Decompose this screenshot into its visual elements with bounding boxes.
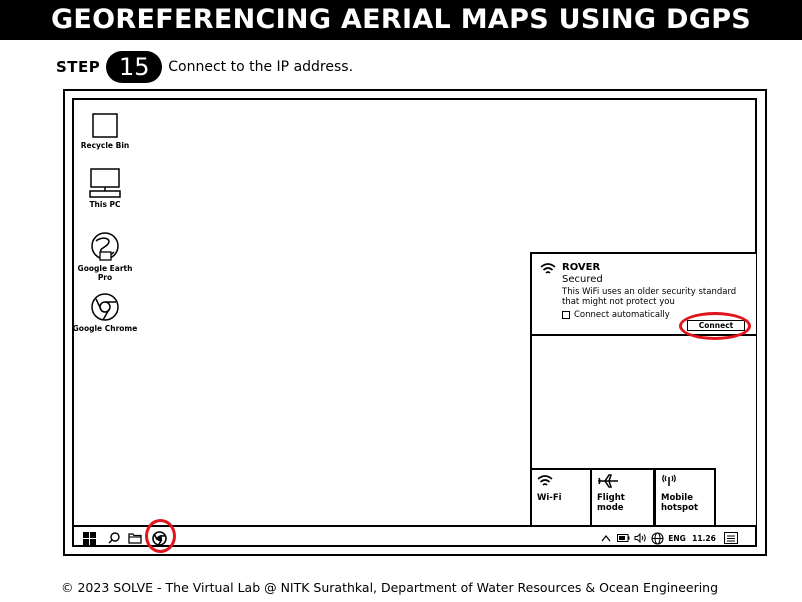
desktop-icon-label: Recycle Bin: [80, 141, 130, 150]
volume-icon: [634, 533, 647, 543]
tray-battery[interactable]: [616, 529, 630, 547]
globe-icon: [651, 532, 664, 545]
desktop-icon-this-pc[interactable]: [70, 168, 140, 209]
network-card-rover[interactable]: [532, 254, 756, 336]
windows-start-button[interactable]: [81, 529, 97, 547]
security-warning: This WiFi uses an older security standard that might not protect you: [562, 287, 737, 307]
chrome-icon: [90, 292, 120, 322]
page-header: GEOREFERENCING AERIAL MAPS USING DGPS: [0, 0, 802, 40]
airplane-icon: [597, 474, 619, 488]
quick-tile-mobile-hotspot[interactable]: [654, 468, 716, 526]
network-name: ROVER: [562, 262, 601, 273]
monitor-icon: [89, 168, 121, 198]
desktop-icon-label: Google Earth Pro: [77, 264, 133, 282]
wifi-icon: [537, 474, 553, 487]
desktop-icon-google-chrome[interactable]: [70, 292, 140, 333]
wifi-signal-icon: [540, 262, 556, 275]
tray-volume[interactable]: [633, 529, 647, 547]
connect-button[interactable]: Connect: [687, 320, 745, 331]
recycle-bin-icon: [91, 113, 119, 139]
hotspot-icon: [661, 474, 677, 487]
tray-notifications[interactable]: [723, 529, 739, 547]
windows-start-icon: [83, 532, 96, 545]
tray-clock[interactable]: 11.26: [692, 533, 716, 543]
step-instruction: Connect to the IP address.: [168, 59, 354, 75]
chevron-up-icon: [601, 535, 611, 542]
step-label: STEP: [56, 58, 101, 76]
connect-automatically-row[interactable]: [562, 310, 670, 320]
quick-tile-wifi[interactable]: [530, 468, 592, 526]
desktop-icon-recycle-bin[interactable]: [70, 113, 140, 150]
taskbar-search-button[interactable]: [107, 529, 121, 547]
search-icon: [108, 532, 120, 544]
quick-tile-flight-mode[interactable]: [590, 468, 655, 526]
network-status: Secured: [562, 274, 603, 285]
notification-icon: [724, 532, 738, 544]
taskbar: [72, 525, 757, 547]
tray-language[interactable]: ENG: [668, 533, 686, 543]
quick-tile-label: Wi-Fi: [537, 493, 562, 503]
connect-automatically-label: Connect automatically: [574, 310, 670, 320]
taskbar-chrome[interactable]: [151, 529, 167, 547]
desktop-icon-label: Google Chrome: [72, 324, 138, 333]
file-explorer-icon: [128, 532, 142, 544]
quick-tile-label: Flight mode: [597, 493, 625, 513]
desktop-icon-google-earth-pro[interactable]: [70, 232, 140, 282]
step-row: [56, 51, 353, 83]
chrome-icon: [152, 531, 167, 546]
quick-tile-label: Mobile hotspot: [661, 493, 699, 513]
connect-automatically-checkbox[interactable]: [562, 311, 570, 319]
google-earth-icon: [90, 232, 120, 262]
taskbar-file-explorer[interactable]: [127, 529, 143, 547]
tray-overflow-chevron[interactable]: [600, 529, 612, 547]
battery-icon: [617, 534, 630, 542]
desktop-icon-label: This PC: [89, 200, 121, 209]
footer-copyright: © 2023 SOLVE - The Virtual Lab @ NITK Surathkal, Department of Water Resources & Ocean Engineering: [61, 580, 719, 595]
step-number-badge: 15: [106, 51, 162, 83]
tray-network[interactable]: [650, 529, 664, 547]
